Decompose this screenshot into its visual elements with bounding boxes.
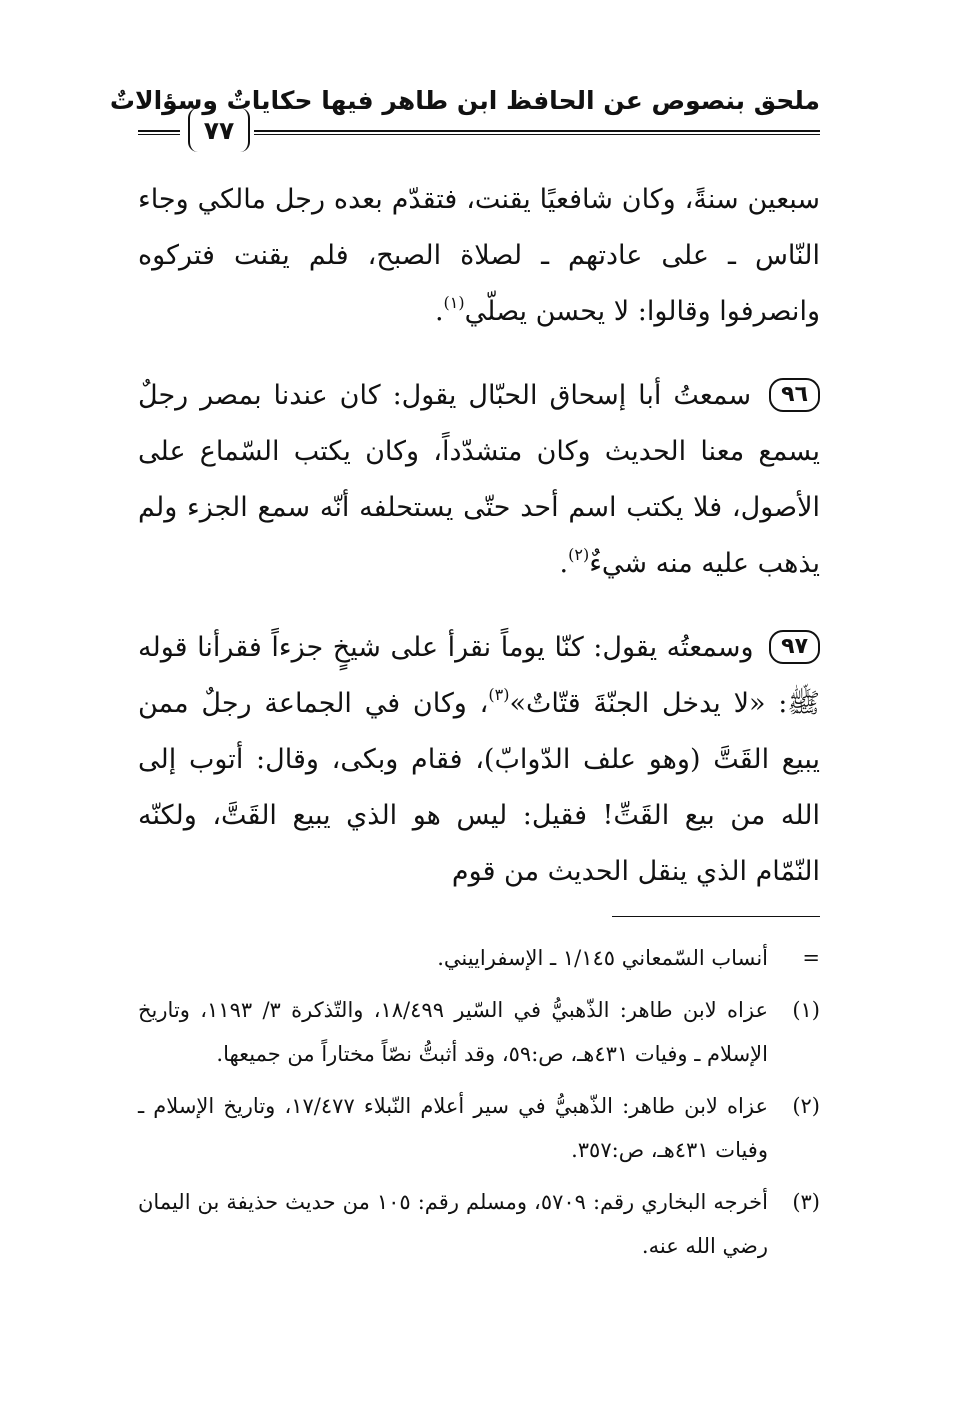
footnote-text: أنساب السّمعاني ١/١٤٥ ـ الإسفراييني. xyxy=(437,946,768,970)
footnote-mark: (٣) xyxy=(792,1190,820,1214)
paragraph-97 xyxy=(138,620,820,900)
footnote-text: عزاه لابن طاهر: الذّهبيُّ في سير أعلام النّبلاء ١٧/٤٧٧، وتاريخ الإسلام ـ وفيات ٤٣١هـ، ص:٣٥٧. xyxy=(138,1094,768,1162)
footnote-ref-3: (٣) xyxy=(488,685,510,704)
footnote-3 xyxy=(138,1180,820,1268)
footnote-ref-2: (٢) xyxy=(568,545,590,564)
footnote-ref-1: (١) xyxy=(443,293,465,312)
paragraph-number-badge: ٩٧ xyxy=(769,630,820,664)
footnote-mark: (١) xyxy=(792,998,820,1022)
running-header xyxy=(109,78,820,148)
footnote-continued xyxy=(138,936,820,980)
header-rule-left xyxy=(138,130,180,135)
footnote-text: عزاه لابن طاهر: الذّهبيُّ في السّير ١٨/٤٩٩، والتّذكرة ٣/ ١١٩٣، وتاريخ الإسلام ـ وفيات ٤٣١هـ، ص:٥٩، وقد أثبتُّ نصّاً مختاراً من جميعها. xyxy=(138,998,768,1066)
paragraph-96-text: سمعتُ أبا إسحاق الحبّال يقول: كان عندنا بمصر رجلٌ يسمع معنا الحديث وكان متشدّداً، وكان يكتب السّماع على الأصول، فلا يكتب اسم أحد حتّى يستحلفه أنّه سمع الجزء ولم يذهب عليه منه شيءٌ xyxy=(138,380,820,579)
paragraph-1-text: سبعين سنةً، وكان شافعيًا يقنت، فتقدّم بعده رجل مالكي وجاء النّاس ـ على عادتهم ـ لصلاة الصبح، فلم يقنت فتركوه وانصرفوا وقالوا: لا يحسن يصلّي xyxy=(138,184,820,327)
footnote-separator xyxy=(612,916,820,917)
footnote-2 xyxy=(138,1084,820,1172)
paragraph-96 xyxy=(138,368,820,592)
paragraph-1 xyxy=(138,172,820,340)
running-header-title: ملحق بنصوص عن الحافظ ابن طاهر فيها حكاياتٌ وسؤالاتٌ xyxy=(109,86,820,115)
paragraph-97-text-a: وسمعتُه يقول: كنّا يوماً نقرأ على شيخٍ جزءاً فقرأنا قوله ﷺ: «لا يدخل الجنّةَ قتّاتٌ» xyxy=(138,632,820,719)
page-number: ٧٧ xyxy=(188,108,250,152)
paragraph-1-end: . xyxy=(434,296,444,327)
footnote-mark: = xyxy=(802,946,820,970)
footnote-mark: (٢) xyxy=(792,1094,820,1118)
main-text xyxy=(138,172,820,900)
footnote-1 xyxy=(138,988,820,1076)
footnotes xyxy=(138,936,820,1276)
paragraph-96-end: . xyxy=(559,548,569,579)
header-rule-right xyxy=(254,130,820,135)
footnote-text: أخرجه البخاري رقم: ٥٧٠٩، ومسلم رقم: ١٠٥ من حديث حذيفة بن اليمان رضي الله عنه. xyxy=(138,1190,768,1258)
paragraph-97-text-b: ، وكان في الجماعة رجلٌ ممن يبيع القَتَّ (وهو علف الدّوابّ)، فقام وبكى، وقال: أتوب إلى الله من بيع القَتِّ! فقيل: ليس هو الذي يبيع القَتَّ، ولكنّه النّمّام الذي ينقل الحديث من قوم xyxy=(138,688,820,887)
paragraph-number-badge: ٩٦ xyxy=(769,378,820,412)
